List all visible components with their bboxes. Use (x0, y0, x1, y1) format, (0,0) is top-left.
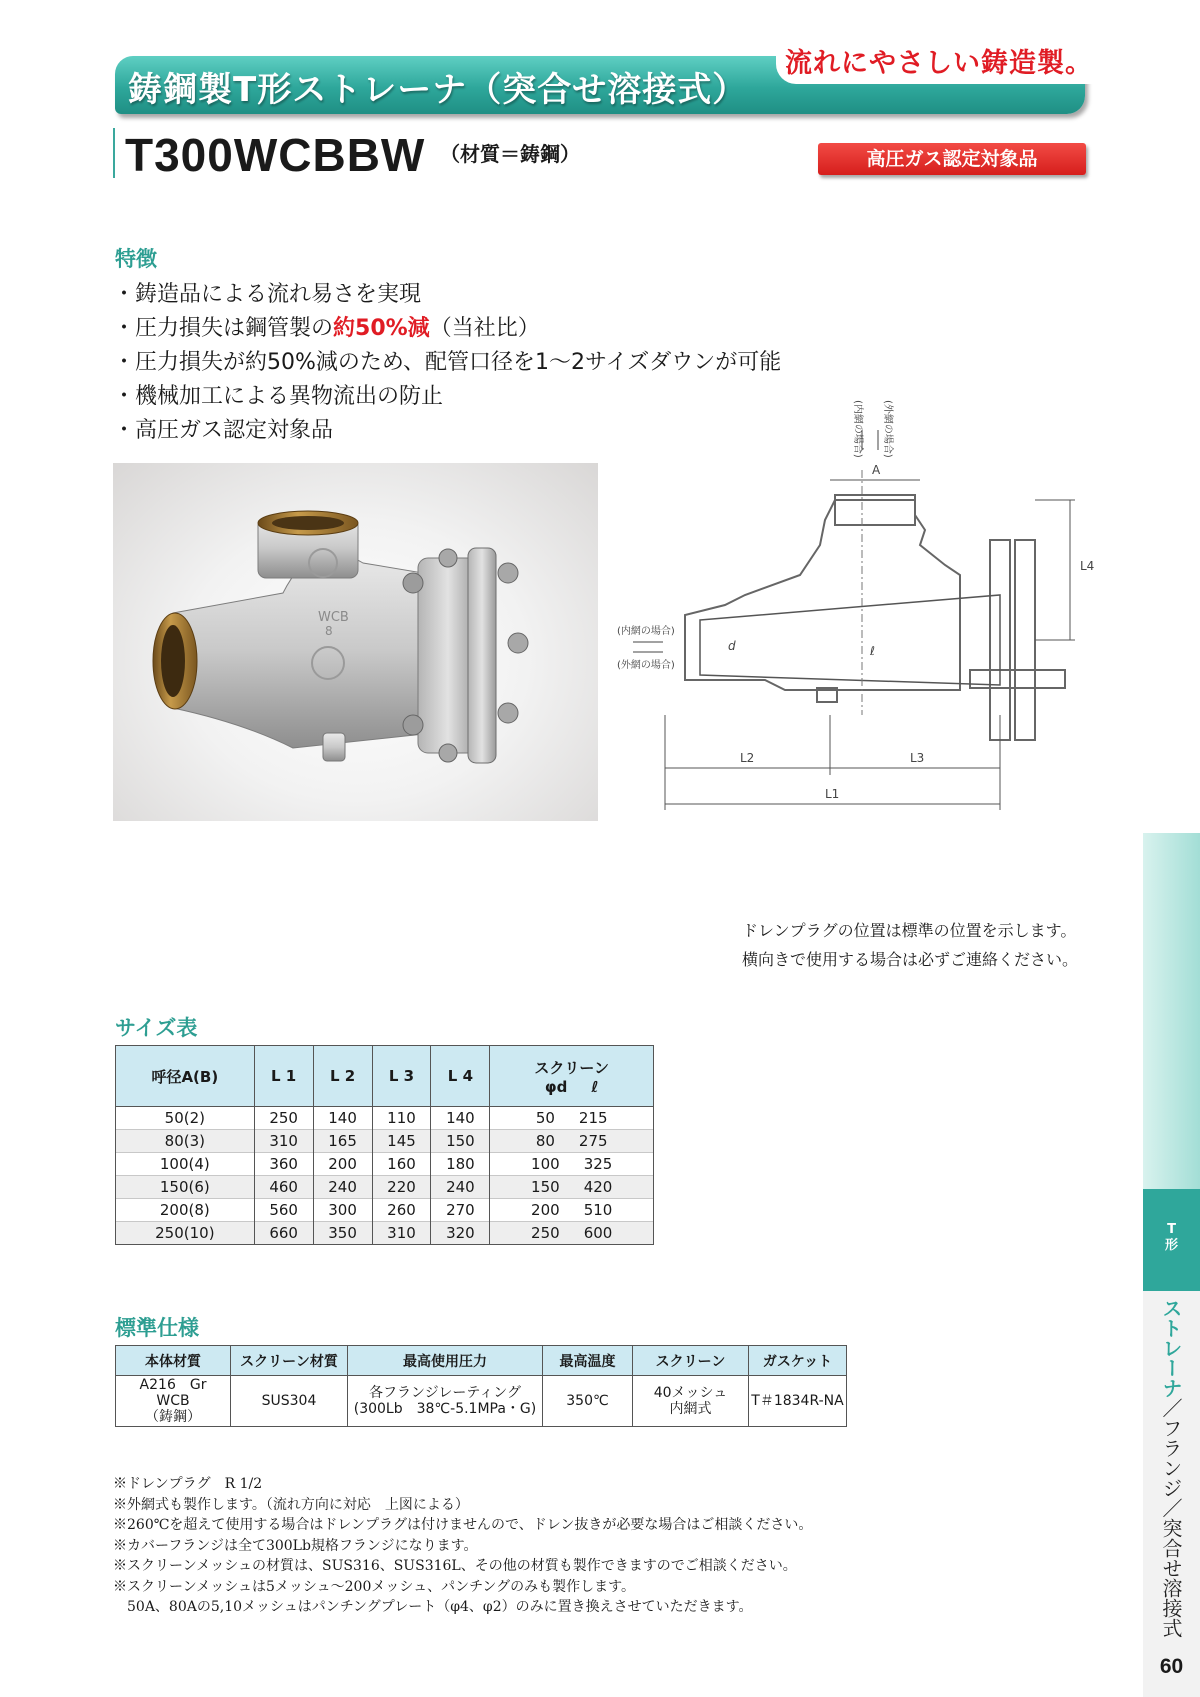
cell-screen (490, 1222, 654, 1245)
feature-highlight: 約50%減 (333, 316, 430, 341)
cell-nominal: 250(10) (116, 1222, 255, 1245)
footnote: ※スクリーンメッシュの材質は、SUS316、SUS316L、その他の材質も製作できますのでご相談ください。 (113, 1558, 797, 1574)
cell-l1: 360 (254, 1153, 313, 1176)
table-row (116, 1130, 654, 1153)
cell-screen-d: 150 (531, 1178, 560, 1196)
footnotes (113, 1474, 812, 1618)
page-number: 60 (1159, 1655, 1184, 1678)
tagline: 流れにやさしい鋳造製。 (785, 48, 1093, 79)
cell-l1: 250 (254, 1107, 313, 1130)
feature-text: ・圧力損失は鋼管製の (113, 316, 334, 341)
spec-table-heading: 標準仕様 (115, 1316, 199, 1340)
cell-l2: 140 (313, 1107, 372, 1130)
cell-nominal: 100(4) (116, 1153, 255, 1176)
col-screen-d: φd (544, 1077, 568, 1096)
label-outer-top: (外網の場合) (882, 400, 893, 458)
dim-a-label: A (872, 463, 881, 477)
cell-l1: 310 (254, 1130, 313, 1153)
cell-nominal: 200(8) (116, 1199, 255, 1222)
cell-l4: 240 (431, 1176, 490, 1199)
drain-note-line: 横向きで使用する場合は必ずご連絡ください。 (742, 950, 1079, 969)
high-pressure-gas-badge: 高圧ガス認定対象品 (818, 143, 1086, 175)
col-gasket: ガスケット (749, 1346, 847, 1376)
cell-l1: 560 (254, 1199, 313, 1222)
cell-screen-l: 510 (583, 1201, 613, 1219)
cell-max-temp: 350℃ (543, 1376, 633, 1427)
feature-item (113, 312, 781, 346)
table-row (116, 1376, 847, 1427)
cell-l2: 240 (313, 1176, 372, 1199)
col-nominal: 呼径A(B) (116, 1046, 255, 1107)
casting-mark-text: WCB (318, 610, 349, 625)
cell-l3: 310 (372, 1222, 431, 1245)
cell-screen-l: 325 (583, 1155, 613, 1173)
side-tab-label-line: T (1167, 1222, 1176, 1237)
feature-item: ・機械加工による異物流出の防止 (113, 384, 444, 409)
col-l3: L 3 (372, 1046, 431, 1107)
col-l1: L 1 (254, 1046, 313, 1107)
page-title: 鋳鋼製T形ストレーナ（突合せ溶接式） (128, 70, 748, 110)
cell-nominal: 80(3) (116, 1130, 255, 1153)
cell-nominal: 50(2) (116, 1107, 255, 1130)
cell-screen (490, 1153, 654, 1176)
side-tab-breadcrumb (1156, 1298, 1186, 1638)
table-row (116, 1153, 654, 1176)
side-tab-label-line: 形 (1164, 1238, 1178, 1253)
footnote: ※スクリーンメッシュは5メッシュ～200メッシュ、パンチングのみも製作します。 (113, 1578, 635, 1595)
cell-max-pressure (348, 1376, 543, 1427)
body-material-line: A216 Gr WCB (139, 1377, 221, 1409)
cell-screen-material: SUS304 (231, 1376, 348, 1427)
col-screen (490, 1046, 654, 1107)
cell-l2: 165 (313, 1130, 372, 1153)
col-screen-l: ℓ (591, 1077, 599, 1096)
screen-line: 内網式 (669, 1401, 712, 1417)
footnote: ※外網式も製作します。（流れ方向に対応 上図による） (113, 1496, 469, 1513)
pressure-line: 各フランジレーティング (369, 1385, 521, 1401)
cell-screen-d: 250 (531, 1224, 560, 1242)
cell-screen (490, 1130, 654, 1153)
cell-l1: 460 (254, 1176, 313, 1199)
cell-l4: 180 (431, 1153, 490, 1176)
dim-l1-label: L1 (825, 787, 840, 801)
size-table-heading: サイズ表 (115, 1016, 198, 1040)
side-tab-rest: ／フランジ／突合せ溶接式 (1159, 1398, 1183, 1638)
footnote: ※ドレンプラグ R 1/2 (113, 1476, 263, 1492)
dim-l-label: ℓ (870, 644, 875, 658)
cell-screen (490, 1199, 654, 1222)
cell-screen-d: 50 (535, 1109, 555, 1127)
cell-l3: 110 (372, 1107, 431, 1130)
cell-screen-l: 275 (578, 1132, 608, 1150)
table-row (116, 1176, 654, 1199)
dim-d-label: d (728, 639, 736, 653)
model-number: T300WCBBW (125, 129, 426, 181)
model-divider (113, 128, 115, 178)
footnote: ※カバーフランジは全て300Lb規格フランジになります。 (113, 1537, 478, 1554)
cell-screen-l: 215 (578, 1109, 608, 1127)
dim-l4-label: L4 (1080, 559, 1095, 573)
cell-nominal: 150(6) (116, 1176, 255, 1199)
feature-item: ・鋳造品による流れ易さを実現 (113, 282, 422, 307)
sectional-drawing (617, 370, 1095, 830)
cell-screen-l: 420 (583, 1178, 613, 1196)
product-photo (113, 463, 598, 821)
cell-l4: 320 (431, 1222, 490, 1245)
feature-item: ・圧力損失が約50%減のため、配管口径を1～2サイズダウンが可能 (113, 350, 782, 375)
cell-l3: 260 (372, 1199, 431, 1222)
footnote: ※260℃を超えて使用する場合はドレンプラグは付けませんので、ドレン抜きが必要な場合はご相談ください。 (113, 1517, 813, 1533)
cell-l3: 220 (372, 1176, 431, 1199)
cell-l2: 350 (313, 1222, 372, 1245)
material-label: （材質＝鋳鋼） (440, 142, 580, 166)
table-row (116, 1222, 654, 1245)
side-tab-decoration (1143, 833, 1200, 1189)
dim-l2-label: L2 (740, 751, 755, 765)
side-tab-active-label[interactable] (1143, 1222, 1200, 1254)
col-screen-material: スクリーン材質 (231, 1346, 348, 1376)
label-outer-side: (外網の場合) (617, 660, 675, 671)
col-l2: L 2 (313, 1046, 372, 1107)
cell-gasket: T＃1834R-NA (749, 1376, 847, 1427)
dimension-drawing (617, 370, 1095, 830)
table-row (116, 1199, 654, 1222)
cell-l2: 300 (313, 1199, 372, 1222)
table-row (116, 1107, 654, 1130)
col-l4: L 4 (431, 1046, 490, 1107)
body-material-line: （鋳鋼） (145, 1409, 201, 1425)
feature-text: （当社比） (429, 316, 540, 341)
cell-l3: 160 (372, 1153, 431, 1176)
cell-screen-d: 80 (535, 1132, 555, 1150)
col-max-temp: 最高温度 (543, 1346, 633, 1376)
cell-screen-d: 100 (531, 1155, 560, 1173)
drain-plug-note (742, 916, 1078, 974)
features-heading: 特徴 (115, 247, 157, 271)
cell-screen-l: 600 (583, 1224, 613, 1242)
cell-l1: 660 (254, 1222, 313, 1245)
feature-item: ・高圧ガス認定対象品 (113, 418, 334, 443)
side-tab-current[interactable]: ストレーナ (1159, 1298, 1183, 1398)
cell-screen-type (633, 1376, 749, 1427)
size-table (115, 1045, 654, 1245)
strainer-illustration (113, 463, 598, 821)
label-inner-side: (内網の場合) (617, 626, 675, 637)
cell-l4: 140 (431, 1107, 490, 1130)
cell-l4: 270 (431, 1199, 490, 1222)
cell-l4: 150 (431, 1130, 490, 1153)
spec-table (115, 1345, 847, 1427)
drain-note-line: ドレンプラグの位置は標準の位置を示します。 (742, 921, 1077, 940)
col-screen-label: スクリーン (534, 1058, 610, 1077)
cell-screen (490, 1176, 654, 1199)
casting-size-text: 8 (325, 624, 333, 638)
footnote: 50A、80Aの5,10メッシュはパンチングプレート（φ4、φ2）のみに置き換えさせていただきます。 (113, 1599, 753, 1615)
cell-l2: 200 (313, 1153, 372, 1176)
cell-body-material (116, 1376, 231, 1427)
col-body-material: 本体材質 (116, 1346, 231, 1376)
cell-l3: 145 (372, 1130, 431, 1153)
col-screen-type: スクリーン (633, 1346, 749, 1376)
cell-screen (490, 1107, 654, 1130)
label-inner-top: (内網の場合) (852, 400, 863, 458)
col-max-pressure: 最高使用圧力 (348, 1346, 543, 1376)
dim-l3-label: L3 (910, 751, 925, 765)
pressure-line: (300Lb 38℃-5.1MPa・G) (353, 1401, 537, 1417)
cell-screen-d: 200 (531, 1201, 560, 1219)
screen-line: 40メッシュ (653, 1385, 728, 1401)
